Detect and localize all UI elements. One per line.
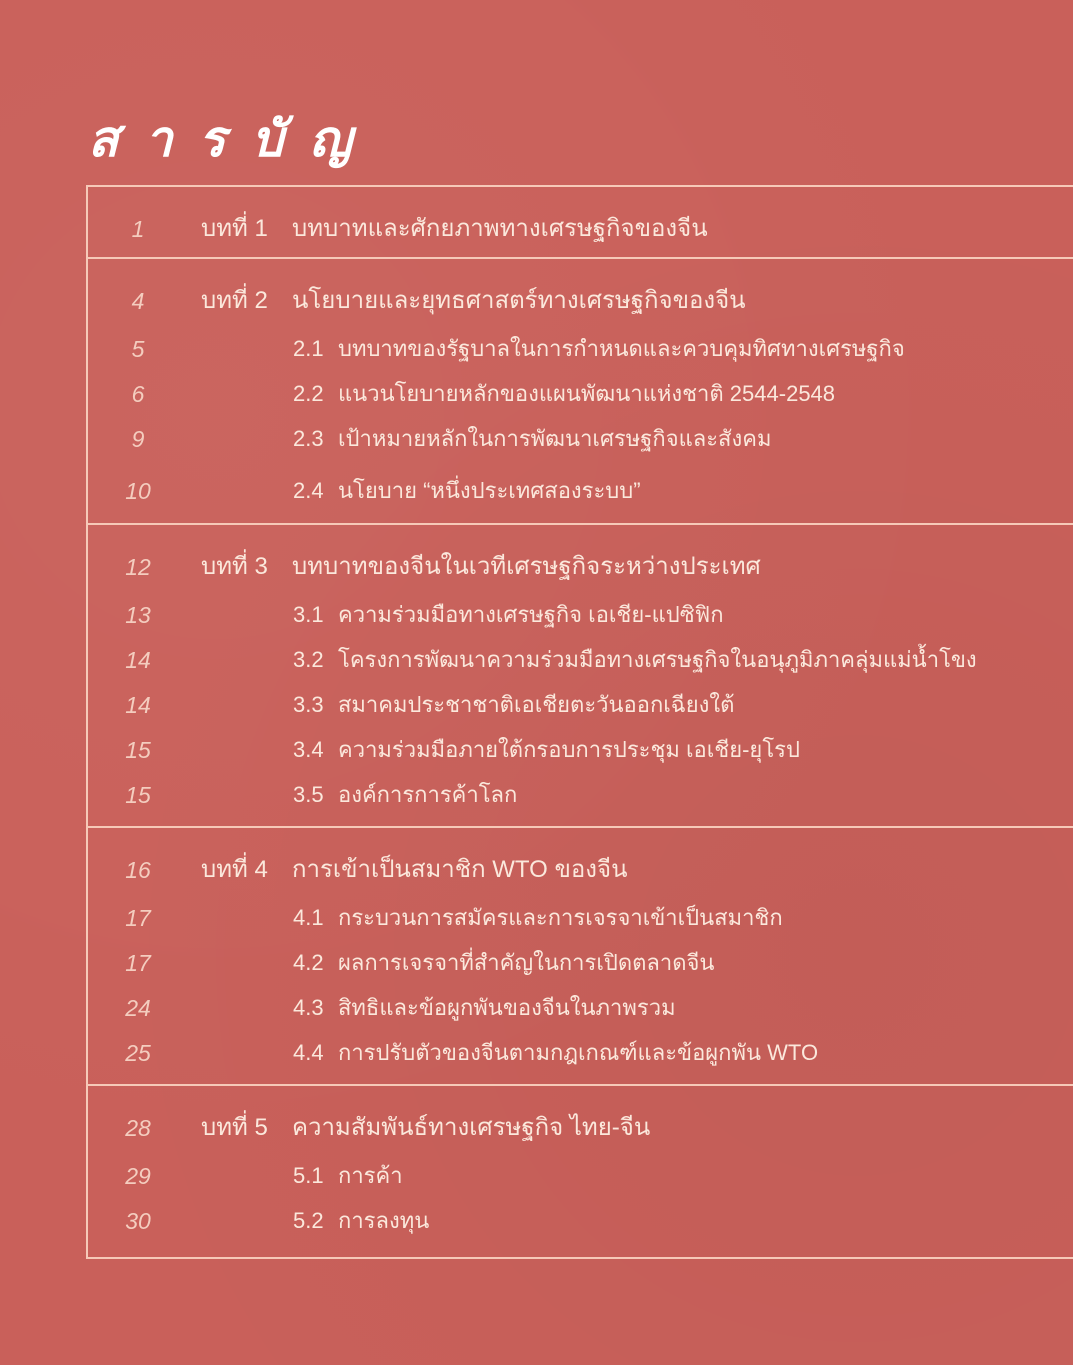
page-number: 6 xyxy=(131,381,145,407)
subsection-title: นโยบาย “หนึ่งประเทศสองระบบ” xyxy=(338,478,641,503)
page-number: 12 xyxy=(125,554,151,580)
chapter-title: บทบาทของจีนในเวทีเศรษฐกิจระหว่างประเทศ xyxy=(292,553,761,580)
page-number: 15 xyxy=(125,737,151,763)
page-number: 28 xyxy=(125,1115,151,1141)
toc-subsection-row[interactable] xyxy=(88,471,1073,511)
chapter-title: การเข้าเป็นสมาชิก WTO ของจีน xyxy=(292,856,628,883)
subsection-title: ความร่วมมือภายใต้กรอบการประชุม เอเชีย-ยุโรป xyxy=(338,737,800,762)
page-number: 10 xyxy=(125,478,151,504)
subsection-title: แนวนโยบายหลักของแผนพัฒนาแห่งชาติ 2544-2548 xyxy=(338,381,836,406)
subsection-number: 2.1 xyxy=(293,336,324,361)
subsection-number: 3.5 xyxy=(293,782,324,807)
toc-section-chapter-2 xyxy=(88,259,1073,525)
toc-subsection-row[interactable] xyxy=(88,730,1073,770)
toc-subsection-row[interactable] xyxy=(88,1201,1073,1241)
page-number: 29 xyxy=(125,1163,151,1189)
page-title: สารบัญ xyxy=(88,110,378,168)
subsection-title: เป้าหมายหลักในการพัฒนาเศรษฐกิจและสังคม xyxy=(338,426,772,451)
subsection-number: 4.2 xyxy=(293,950,324,975)
toc-subsection-row[interactable] xyxy=(88,988,1073,1028)
subsection-number: 5.1 xyxy=(293,1163,324,1188)
subsection-number: 4.1 xyxy=(293,905,324,930)
toc-subsection-row[interactable] xyxy=(88,595,1073,635)
toc-chapter-row[interactable] xyxy=(88,547,1073,587)
toc-section-chapter-3 xyxy=(88,525,1073,828)
toc-subsection-row[interactable] xyxy=(88,640,1073,680)
subsection-title: กระบวนการสมัครและการเจรจาเข้าเป็นสมาชิก xyxy=(338,905,783,930)
subsection-number: 3.4 xyxy=(293,737,324,762)
chapter-title: บทบาทและศักยภาพทางเศรษฐกิจของจีน xyxy=(292,215,708,242)
subsection-number: 3.2 xyxy=(293,647,324,672)
subsection-title: โครงการพัฒนาความร่วมมือทางเศรษฐกิจในอนุภูมิภาคลุ่มแม่น้ำโขง xyxy=(338,647,977,672)
toc-chapter-row[interactable] xyxy=(88,850,1073,890)
toc-subsection-row[interactable] xyxy=(88,374,1073,414)
subsection-title: การปรับตัวของจีนตามกฎเกณฑ์และข้อผูกพัน WTO xyxy=(338,1040,819,1065)
toc-chapter-row[interactable] xyxy=(88,1108,1073,1148)
toc-subsection-row[interactable] xyxy=(88,685,1073,725)
subsection-number: 2.2 xyxy=(293,381,324,406)
chapter-label: บทที่ 1 xyxy=(201,215,268,242)
table-of-contents xyxy=(86,185,1073,1259)
page-number: 16 xyxy=(125,857,151,883)
subsection-title: ความร่วมมือทางเศรษฐกิจ เอเชีย-แปซิฟิก xyxy=(338,602,724,627)
page-number: 1 xyxy=(131,216,145,242)
toc-subsection-row[interactable] xyxy=(88,329,1073,369)
chapter-label: บทที่ 4 xyxy=(201,856,268,883)
chapter-title: นโยบายและยุทธศาสตร์ทางเศรษฐกิจของจีน xyxy=(292,287,746,314)
chapter-label: บทที่ 3 xyxy=(201,553,268,580)
subsection-title: บทบาทของรัฐบาลในการกำหนดและควบคุมทิศทางเศรษฐกิจ xyxy=(338,336,905,361)
subsection-title: การค้า xyxy=(338,1163,403,1188)
toc-section-chapter-4 xyxy=(88,828,1073,1086)
subsection-title: การลงทุน xyxy=(338,1208,430,1233)
toc-subsection-row[interactable] xyxy=(88,1033,1073,1073)
subsection-number: 2.4 xyxy=(293,478,324,503)
subsection-number: 3.3 xyxy=(293,692,324,717)
page-number: 24 xyxy=(125,995,151,1021)
page-number: 17 xyxy=(125,950,151,976)
subsection-number: 5.2 xyxy=(293,1208,324,1233)
toc-chapter-row[interactable] xyxy=(88,209,1073,249)
toc-chapter-row[interactable] xyxy=(88,281,1073,321)
toc-section-chapter-5 xyxy=(88,1086,1073,1258)
toc-subsection-row[interactable] xyxy=(88,419,1073,459)
page-number: 13 xyxy=(125,602,151,628)
page-number: 9 xyxy=(131,426,145,452)
chapter-label: บทที่ 5 xyxy=(201,1114,268,1141)
page-number: 17 xyxy=(125,905,151,931)
subsection-title: องค์การการค้าโลก xyxy=(338,782,518,807)
page-number: 25 xyxy=(125,1040,151,1066)
page-number: 4 xyxy=(131,288,145,314)
subsection-title: สิทธิและข้อผูกพันของจีนในภาพรวม xyxy=(338,995,676,1020)
page-number: 14 xyxy=(125,692,151,718)
chapter-label: บทที่ 2 xyxy=(201,287,268,314)
toc-subsection-row[interactable] xyxy=(88,775,1073,815)
subsection-number: 4.4 xyxy=(293,1040,324,1065)
subsection-title: ผลการเจรจาที่สำคัญในการเปิดตลาดจีน xyxy=(338,950,715,975)
chapter-title: ความสัมพันธ์ทางเศรษฐกิจ ไทย-จีน xyxy=(292,1114,651,1141)
page-number: 14 xyxy=(125,647,151,673)
page-number: 5 xyxy=(131,336,145,362)
subsection-number: 3.1 xyxy=(293,602,324,627)
subsection-number: 4.3 xyxy=(293,995,324,1020)
toc-subsection-row[interactable] xyxy=(88,943,1073,983)
page-number: 30 xyxy=(125,1208,151,1234)
toc-subsection-row[interactable] xyxy=(88,898,1073,938)
subsection-title: สมาคมประชาชาติเอเชียตะวันออกเฉียงใต้ xyxy=(338,692,735,717)
page-number: 15 xyxy=(125,782,151,808)
toc-subsection-row[interactable] xyxy=(88,1156,1073,1196)
toc-section-chapter-1 xyxy=(88,187,1073,259)
subsection-number: 2.3 xyxy=(293,426,324,451)
